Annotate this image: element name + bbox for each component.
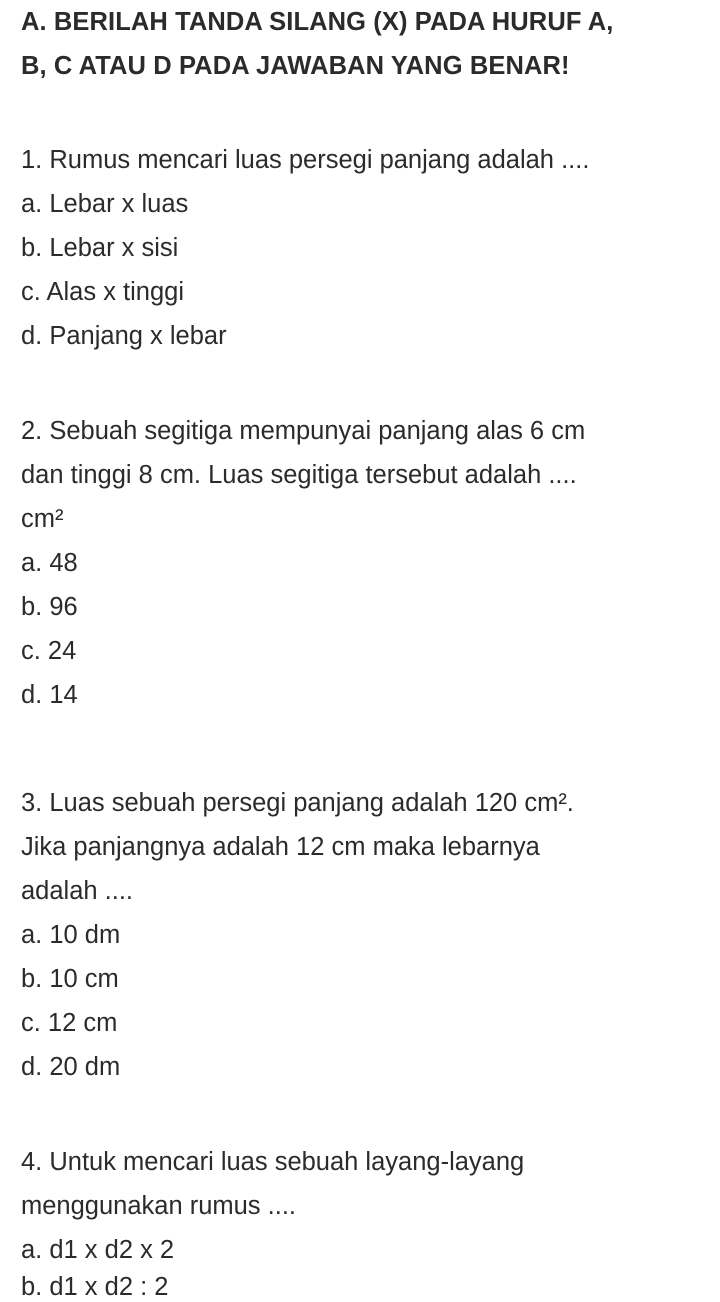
instruction-heading-line-1: A. BERILAH TANDA SILANG (X) PADA HURUF A, <box>21 8 614 36</box>
option-a: a. 48 <box>21 549 78 577</box>
question-2-text <box>21 409 711 541</box>
question-2 <box>21 409 711 717</box>
question-3-text <box>21 781 711 913</box>
question-line: menggunakan rumus .... <box>21 1192 296 1220</box>
option-c: c. 12 cm <box>21 1009 118 1037</box>
instruction-heading <box>21 0 711 88</box>
question-3 <box>21 781 711 1089</box>
question-line: 4. Untuk mencari luas sebuah layang-layang <box>21 1148 525 1176</box>
question-line: 2. Sebuah segitiga mempunyai panjang alas 6 cm <box>21 417 586 445</box>
option-a: a. d1 x d2 x 2 <box>21 1236 175 1264</box>
worksheet <box>21 0 711 1272</box>
option-d: d. 14 <box>21 681 78 709</box>
question-4 <box>21 1140 711 1272</box>
option-b-partially-visible: b. d1 x d2 : 2 <box>21 1273 169 1301</box>
question-1-text <box>21 138 711 182</box>
option-a: a. Lebar x luas <box>21 190 189 218</box>
option-c: c. 24 <box>21 637 77 665</box>
option-b: b. 96 <box>21 593 78 621</box>
question-4-text <box>21 1140 711 1228</box>
option-d: d. 20 dm <box>21 1053 121 1081</box>
question-line: adalah .... <box>21 877 133 905</box>
option-a: a. 10 dm <box>21 921 121 949</box>
question-line: cm² <box>21 505 64 533</box>
option-c: c. Alas x tinggi <box>21 278 184 306</box>
question-line: 3. Luas sebuah persegi panjang adalah 120 cm². <box>21 789 574 817</box>
question-line: dan tinggi 8 cm. Luas segitiga tersebut adalah .... <box>21 461 577 489</box>
instruction-heading-line-2: B, C ATAU D PADA JAWABAN YANG BENAR! <box>21 52 570 80</box>
question-line: 1. Rumus mencari luas persegi panjang adalah .... <box>21 146 590 174</box>
option-b: b. Lebar x sisi <box>21 234 179 262</box>
option-d: d. Panjang x lebar <box>21 322 227 350</box>
question-line: Jika panjangnya adalah 12 cm maka lebarnya <box>21 833 540 861</box>
question-1 <box>21 138 711 358</box>
option-b: b. 10 cm <box>21 965 119 993</box>
